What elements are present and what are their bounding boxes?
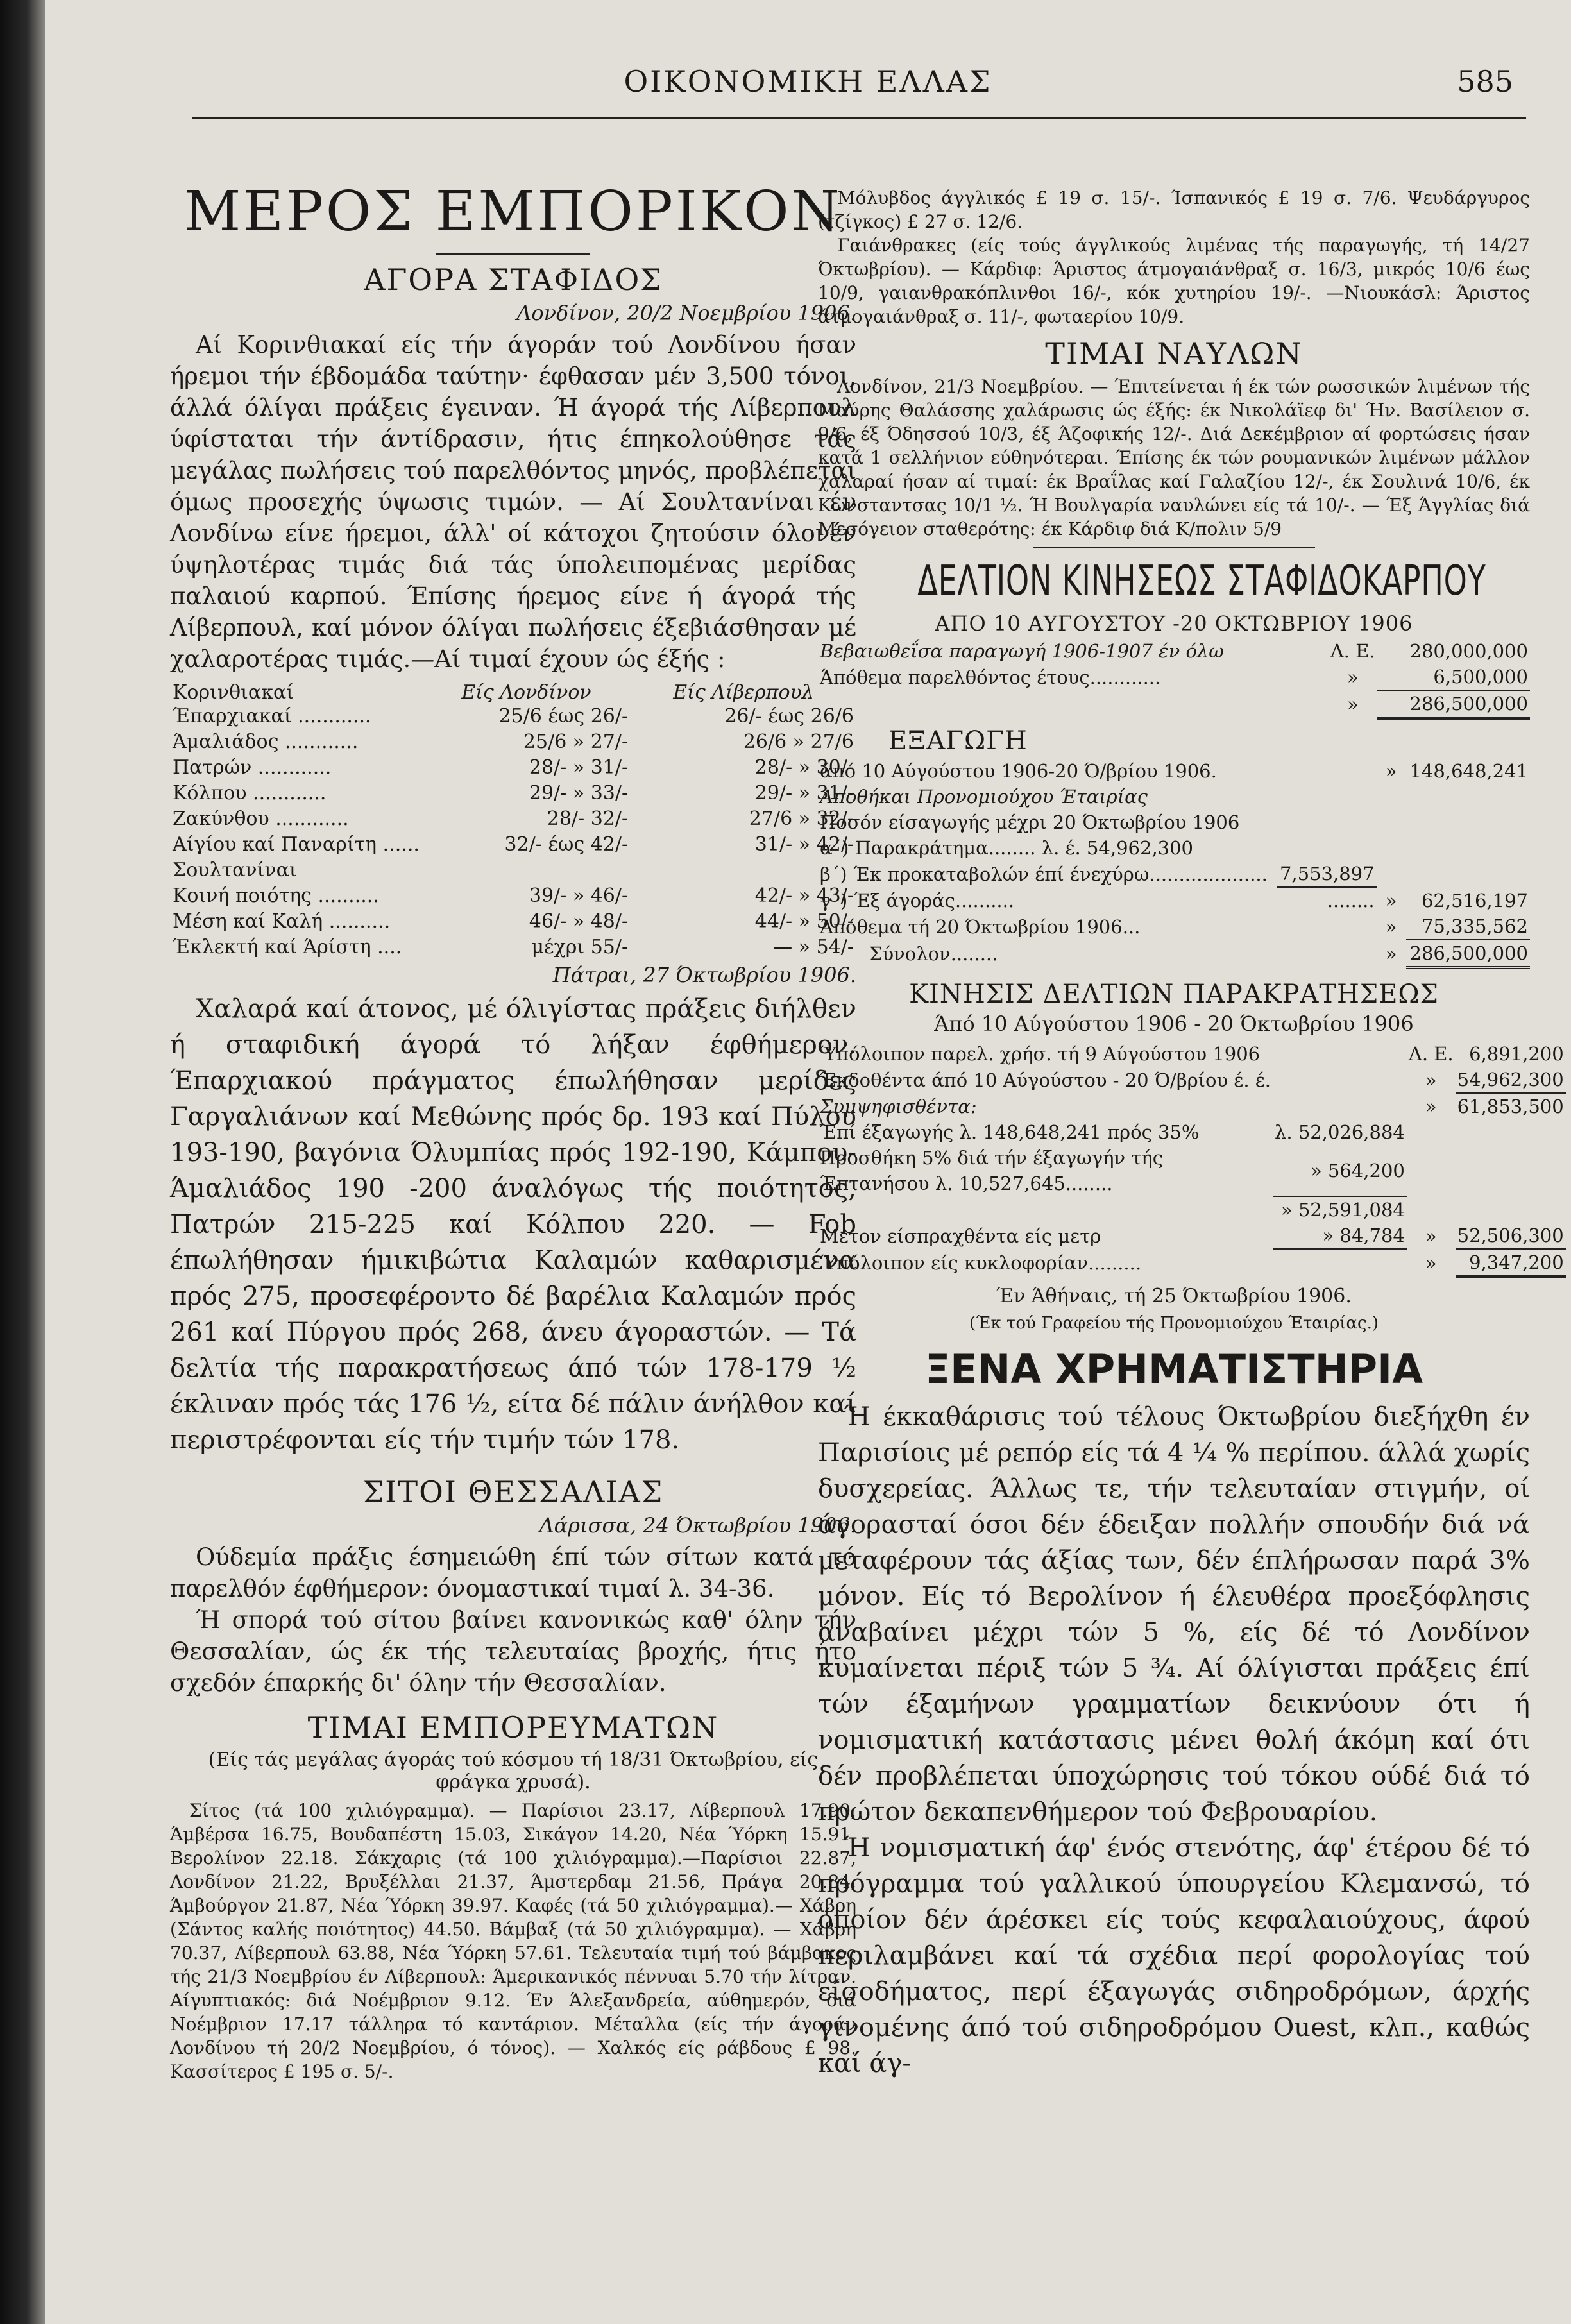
table-row bbox=[818, 1196, 1566, 1223]
table-row bbox=[818, 913, 1530, 940]
table-row bbox=[818, 940, 1530, 968]
bulletin-title: ΔΕΛΤΙΟΝ ΚΙΝΗΣΕΩΣ ΣΤΑΦΙΔΟΚΑΡΠΟΥ bbox=[917, 557, 1486, 605]
table-cell: Έπί έξαγωγής λ. 148,648,241 πρός 35% bbox=[820, 1121, 1200, 1143]
table-cell: α΄) Παρακράτημα........ λ. έ. 54,962,300 bbox=[820, 837, 1194, 859]
table-row bbox=[170, 755, 856, 781]
table-cell bbox=[422, 858, 631, 883]
table-row bbox=[818, 690, 1530, 718]
table-cell: 280,000,000 bbox=[1409, 640, 1528, 662]
goods-subtitle: (Είς τάς μεγάλας άγοράς τού κόσμου τή 18/31 Όκτωβρίου, είς φράγκα χρυσά). bbox=[208, 1749, 819, 1794]
table-cell: » 564,200 bbox=[1273, 1145, 1407, 1196]
table-cell bbox=[1407, 1196, 1456, 1223]
grain-report-1: Ούδεμία πράξις έσημειώθη έπί τών σίτων κατά τό παρελθόν έφθήμερον: όνομαστικαί τιμαί λ. 34-36. bbox=[170, 1543, 856, 1602]
page bbox=[45, 0, 1571, 2324]
price-header-london: Είς Λονδίνον bbox=[461, 681, 591, 704]
freight-report: Λονδίνον, 21/3 Νοεμβρίου. — Έπιτείνεται ή έκ τών ρωσσικών λιμένων τής Μαύρης Θαλάσσης χαλάρωσις ώς έξής: έκ Νικολάϊεφ δι' Ήν. Βασίλειον σ. 9/6, έξ Όδησσού 10/3, έξ Άζοφικής 12/-. Διά Δεκέμβριον αί φορτώσεις ήσαν κατά 1 σελλήνιον εύθηνότεραι. Έπίσης έκ τών ρουμανικών λιμένων μάλλον χαλαραί ήσαν αί τιμαί: έκ Βραΐλας καί Γαλαζίου 12/-, έκ Σουλινά 10/6, έκ Κωνσταντσας 10/1 ½. Ή Βουλγαρία ναυλώνει είς τά 10/-. — Έξ Άγγλίας διά Μεσόγειον σταθερότης: έκ Κάρδιφ διά Κ/πολιν 5/9 bbox=[818, 376, 1530, 539]
table-cell: 44/- » 50/- bbox=[754, 910, 854, 933]
table-row bbox=[818, 784, 1530, 810]
ornament-rule bbox=[1033, 547, 1315, 548]
table-cell: 148,648,241 bbox=[1409, 760, 1528, 782]
table-cell: λ. 52,026,884 bbox=[1275, 1121, 1405, 1143]
table-cell: 39/- » 46/- bbox=[529, 885, 629, 907]
london-dateline: Λονδίνον, 20/2 Νοεμβρίου 1906. bbox=[516, 301, 856, 325]
export-title: ΕΞΑΓΩΓΗ bbox=[888, 726, 1028, 756]
table-row bbox=[170, 781, 856, 806]
table-cell bbox=[1377, 784, 1406, 810]
table-cell bbox=[1273, 1041, 1407, 1067]
table-cell bbox=[1277, 758, 1377, 784]
table-cell bbox=[1277, 784, 1377, 810]
table-row bbox=[170, 935, 856, 960]
table-row bbox=[818, 1119, 1566, 1145]
table-cell: » bbox=[1385, 915, 1397, 938]
table-cell: Ύπόλοιπον παρελ. χρήσ. τή 9 Αύγούστου 1906 bbox=[820, 1043, 1261, 1065]
table-cell: » 52,591,084 bbox=[1280, 1199, 1405, 1221]
table-cell bbox=[1406, 810, 1530, 835]
table-cell: 6,891,200 bbox=[1469, 1043, 1564, 1065]
table-row bbox=[170, 883, 856, 909]
table-cell: 286,500,000 bbox=[1406, 940, 1530, 968]
left-column bbox=[170, 173, 856, 2083]
retention-title: ΚΙΝΗΣΙΣ ΔΕΛΤΙΩΝ ΠΑΡΑΚΡΑΤΗΣΕΩΣ bbox=[909, 980, 1439, 1009]
table-cell bbox=[1277, 835, 1377, 861]
freight-title: ΤΙΜΑΙ ΝΑΥΛΩΝ bbox=[1045, 336, 1303, 371]
table-cell: » bbox=[1346, 693, 1359, 715]
table-cell: 46/- » 48/- bbox=[529, 910, 629, 933]
table-cell: » bbox=[1385, 942, 1397, 965]
right-column bbox=[818, 186, 1564, 2082]
table-cell: Προσθήκη 5% διά τήν έξαγωγήν τής Έπτανήσου λ. 10,527,645........ bbox=[820, 1147, 1164, 1194]
grain-title: ΣΙΤΟΙ ΘΕΣΣΑΛΙΑΣ bbox=[362, 1475, 664, 1509]
table-row bbox=[170, 704, 856, 729]
coal-prices: Γαιάνθρακες (είς τούς άγγλικούς λιμένας τής παραγωγής, τή 14/27 Όκτωβρίου). — Κάρδιφ: Άριστος άτμογαιάνθραξ σ. 16/3, μικρός 10/6 έως 10/9, γαιανθρακόπλινθοι 16/-, κόκ χυτηρίου 19/-. —Νιουκάσλ: Άριστος άτμογαιάνθραξ σ. 11/-, φωταερίου 10/9. bbox=[818, 235, 1530, 327]
retention-table bbox=[818, 1041, 1566, 1278]
patras-report: Χαλαρά καί άτονος, μέ όλιγίστας πράξεις διήλθεν ή σταφιδική άγορά τό λήξαν έφθήμερον. Έπαρχιακού πράγματος έπωλήθησαν μερίδες Γαργαλιάνων καί Μεθώνης πρός δρ. 193 καί Πύλου 193-190, βαγόνια Όλυμπίας πρός 192-190, Κάμπου-Άμαλιάδος 190 -200 άναλόγως τής ποιότητος, Πατρών 215-225 καί Κόλπου 220. — Fob έπωλήθησαν ήμικιβώτια Καλαμών καθαρισμένα πρός 275, προσεφέροντο δέ βαρέλια Καλαμών πρός 261 καί Πύργου πρός 268, άνευ άγοραστών. — Τά δελτία τής παρακρατήσεως άπό τών 178-179 ½ έκλιναν πρός τάς 176 ½, είτα δέ πάλιν άνήλθον καί περιστρέφονται είς τήν τιμήν τών 178. bbox=[170, 994, 856, 1455]
table-cell: Λ. Ε. bbox=[1330, 640, 1375, 662]
table-cell bbox=[1273, 1067, 1407, 1093]
table-cell bbox=[1406, 835, 1530, 861]
raisin-price-table bbox=[170, 681, 856, 960]
price-header-variety: Κορινθιακαί bbox=[173, 681, 294, 704]
table-cell: 52,506,300 bbox=[1456, 1223, 1566, 1249]
bulletin-period: ΑΠΟ 10 ΑΥΓΟΥΣΤΟΥ -20 ΟΚΤΩΒΡΙΟΥ 1906 bbox=[935, 611, 1413, 636]
table-row bbox=[818, 810, 1530, 835]
table-cell: γ΄) Έξ άγοράς.......... bbox=[820, 889, 1015, 912]
table-cell: 42/- » 43/- bbox=[754, 885, 854, 907]
patras-dateline: Πάτραι, 27 Όκτωβρίου 1906. bbox=[552, 963, 856, 987]
export-table bbox=[818, 758, 1530, 969]
table-cell bbox=[1406, 784, 1530, 810]
section-title: ΜΕΡΟΣ ΕΜΠΟΡΙΚΟΝ bbox=[184, 180, 842, 244]
table-cell: 28/- » 30/- bbox=[754, 756, 854, 779]
table-cell: 61,853,500 bbox=[1457, 1096, 1564, 1117]
goods-title: ΤΙΜΑΙ ΕΜΠΟΡΕΥΜΑΤΩΝ bbox=[307, 1710, 719, 1745]
table-cell: Κόλπου ............ bbox=[173, 782, 327, 804]
goods-prices: Σίτος (τά 100 χιλιόγραμμα). — Παρίσιοι 23.17, Λίβερπουλ 17.90, Άμβέρσα 16.75, Βουδαπέστη 15.03, Σικάγον 14.20, Νέα Ύόρκη 15.91, Βερολίνον 22.18. Σάκχαρις (τά 100 χιλιόγραμμα).—Παρίσιοι 22.87, Λονδίνον 21.22, Βρυξέλλαι 21.37, Άμστερδαμ 21.56, Πράγα 20.84, Άμβούργον 21.87, Νέα Ύόρκη 39.97. Καφές (τά 50 χιλιόγραμμα).— Χάβρη (Σάντος καλής ποιότητος) 44.50. Βάμβαξ (τά 50 χιλιόγραμμα). — Χάβρη 70.37, Λίβερπουλ 63.88, Νέα Ύόρκη 57.61. Τελευταία τιμή τού βάμβακος τής 21/3 Νοεμβρίου έν Λίβερπουλ: Άμερικανικός πέννυαι 5.70 τήν λίτραν. Αίγυπτιακός: διά Νοέμβριον 9.12. Έν Άλεξανδρεία, αύθημερόν, διά Νοέμβριον 17.17 τάλληρα τό καντάριον. Μέταλλα (είς τήν άγοράν Λονδίνου τή 20/2 Νοεμβρίου, ό τόνος). — Χαλκός είς ράβδους £ 98. Κασσίτερος £ 195 σ. 5/-. bbox=[170, 1800, 856, 2082]
table-cell: 25/6 » 27/- bbox=[523, 731, 629, 753]
table-cell: 286,500,000 bbox=[1377, 690, 1530, 718]
metals-prices: Μόλυβδος άγγλικός £ 19 σ. 15/-. Ίσπανικός £ 19 σ. 7/6. Ψευδάργυρος (τζίγκος) £ 27 σ. 12/6. bbox=[818, 187, 1530, 232]
table-cell: 29/- » 31/- bbox=[754, 782, 854, 804]
grain-report-2: Ή σπορά τού σίτου βαίνει κανονικώς καθ' όλην τήν Θεσσαλίαν, ώς έκ τής τελευταίας βροχής, ήτις ήτο σχεδόν έπαρκής δι' όλην τήν Θεσσαλίαν. bbox=[170, 1606, 856, 1697]
production-table bbox=[818, 638, 1530, 720]
table-cell bbox=[818, 690, 1329, 718]
report-source: (Έκ τού Γραφείου τής Προνομιούχου Έταιρίας.) bbox=[969, 1314, 1379, 1333]
table-cell: Ποσόν είσαγωγής μέχρι 20 Όκτωβρίου 1906 bbox=[820, 811, 1240, 833]
exchange-report-2: Ή νομισματική άφ' ένός στενότης, άφ' έτέρου δέ τό πρόγραμμα τού γαλλικού ύπουργείου Κλεμανσώ, τό όποίον δέν άρέσκει είς τούς κεφαλαιούχους, άφού περιλαμβάνει καί τά σχέδια περί φορολογίας τού είσοδήματος, περί έξαγωγάς σιδηροδρόμων, άρχής γινομένης άπό τού σιδηροδρόμου Ouest, κλπ., καθώς καί άγ- bbox=[818, 1833, 1530, 2078]
table-cell: Ύπόλοιπον είς κυκλοφορίαν......... bbox=[820, 1251, 1142, 1274]
table-cell: Συμψηφισθέντα: bbox=[820, 1095, 977, 1117]
table-cell bbox=[1273, 1093, 1407, 1119]
table-row bbox=[170, 729, 856, 755]
table-cell: » bbox=[1346, 666, 1359, 688]
table-cell: Λ. Ε. bbox=[1408, 1043, 1454, 1065]
table-cell: » bbox=[1385, 760, 1397, 782]
table-cell: άπό 10 Αύγούστου 1906-20 Ό/βρίου 1906. bbox=[820, 760, 1217, 782]
table-cell: 26/6 » 27/6 bbox=[743, 731, 854, 753]
table-row bbox=[818, 1223, 1566, 1249]
table-cell: 75,335,562 bbox=[1406, 913, 1530, 940]
table-row bbox=[818, 1249, 1566, 1277]
table-cell: Άπόθεμα τή 20 Όκτωβρίου 1906... bbox=[820, 915, 1141, 938]
table-cell: Κοινή ποιότης .......... bbox=[173, 885, 379, 907]
price-header-liverpool: Είς Λίβερπουλ bbox=[673, 681, 814, 704]
table-cell: » bbox=[1425, 1225, 1437, 1247]
price-table-header bbox=[170, 681, 856, 704]
table-cell bbox=[1377, 810, 1406, 835]
table-cell: Μέση καί Καλή .......... bbox=[173, 910, 391, 933]
table-row bbox=[818, 835, 1530, 861]
title-rule bbox=[436, 253, 590, 255]
table-cell bbox=[1407, 1119, 1456, 1145]
exchange-report-1: Ή έκκαθάρισις τού τέλους Όκτωβρίου διεξήχθη έν Παρισίοις μέ ρεπόρ είς τά 4 ¼ % περίπου. άλλά χωρίς δυσχερείας. Άλλως τε, τήν τελευταίαν στιγμήν, οί άγορασταί όσοι δέν έδειξαν πολλήν σπουδήν διά νά μεταφέρουν τάς άξίας των, δέν έπλήρωσαν παρά 3% μόνον. Είς τό Βερολίνον ή έλευθέρα προεξόφλησις άναβαίνει μέχρι τών 5 %, είς δέ τό Λονδίνον κυμαίνεται πέριξ τών 5 ¾. Αί όλίγισται πράξεις έπί τών έξαμήνων γραμματίων δεικνύουν ότι ή νομισματική κατάστασις μένει θολή άκόμη καί ότι δέν προβλέπεται ύποχώρησις τού τόκου ούδέ διά τό πρώτον δεκαπενθήμερον τού Φεβρουαρίου. bbox=[818, 1402, 1530, 1827]
table-cell bbox=[1277, 940, 1377, 968]
table-cell: Άμαλιάδος ............ bbox=[173, 731, 359, 753]
table-cell: » bbox=[1385, 889, 1397, 912]
table-cell: μέχρι 55/- bbox=[531, 936, 629, 958]
table-cell: Μετον είσπραχθέντα είς μετρ bbox=[820, 1225, 1101, 1247]
retention-period: Άπό 10 Αύγούστου 1906 - 20 Όκτωβρίου 1906 bbox=[934, 1012, 1414, 1036]
table-cell: — » 54/- bbox=[773, 936, 854, 958]
table-cell: » 84,784 bbox=[1273, 1223, 1407, 1249]
table-cell: 32/- έως 42/- bbox=[504, 833, 629, 856]
table-cell: 28/- 32/- bbox=[547, 808, 629, 830]
running-header bbox=[45, 64, 1571, 122]
table-cell bbox=[1456, 1145, 1566, 1196]
table-cell: 9,347,200 bbox=[1456, 1249, 1566, 1277]
table-cell: Έπαρχιακαί ............ bbox=[173, 705, 371, 727]
table-cell bbox=[1456, 1119, 1566, 1145]
table-cell: Ζακύνθου ............ bbox=[173, 808, 349, 830]
table-cell: 29/- » 33/- bbox=[529, 782, 629, 804]
table-cell bbox=[1377, 835, 1406, 861]
table-cell: 7,553,897 bbox=[1277, 861, 1377, 887]
table-cell: 26/- έως 26/6 bbox=[724, 705, 854, 727]
table-row bbox=[170, 909, 856, 935]
table-cell: Έκδοθέντα άπό 10 Αύγούστου - 20 Ό/βρίου έ. έ. bbox=[820, 1069, 1271, 1091]
table-cell: 25/6 έως 26/- bbox=[498, 705, 629, 727]
table-row bbox=[818, 758, 1530, 784]
raisin-market-title: ΑΓΟΡΑ ΣΤΑΦΙΔΟΣ bbox=[364, 262, 663, 297]
table-cell: 54,962,300 bbox=[1456, 1067, 1566, 1093]
table-cell bbox=[818, 1196, 1273, 1223]
exchange-title: ΞΕΝΑ ΧΡΗΜΑΤΙΣΤΗΡΙΑ bbox=[924, 1346, 1423, 1393]
table-row bbox=[170, 858, 856, 883]
london-report: Αί Κορινθιακαί είς τήν άγοράν τού Λονδίνου ήσαν ήρεμοι τήν έβδομάδα ταύτην· έφθασαν μέν 3,500 τόνοι, άλλά όλίγαι πράξεις έγειναν. Ή άγορά τής Λίβερπουλ ύφίσταται τήν άντίδρασιν, ήτις έπηκολούθησε τάς μεγάλας πωλήσεις τού παρελθόντος μηνός, προβλέπεται όμως προσεχής ύψωσις τιμών. — Αί Σουλτανίναι έν Λονδίνω είνε ήρεμοι, άλλ' οί κάτοχοι ζητούσιν όλονέν ύψηλοτέρας τιμάς διά τάς ύπολειπομένας μερίδας παλαιού καρπού. Έπίσης ήρεμος είνε ή άγορά τής Λίβερπουλ, καί μόνον όλίγαι πωλήσεις έξεβιάσθησαν μέ χαλαροτέρας τιμάς.—Αί τιμαί έχουν ώς έξής : bbox=[170, 331, 856, 673]
table-cell bbox=[1407, 1145, 1456, 1196]
table-cell bbox=[1456, 1196, 1566, 1223]
table-row bbox=[170, 806, 856, 832]
table-cell: Έκλεκτή καί Άρίστη .... bbox=[173, 936, 402, 958]
table-row bbox=[818, 664, 1530, 690]
table-cell bbox=[1277, 913, 1377, 940]
table-cell: » bbox=[1425, 1069, 1437, 1091]
book-binding bbox=[0, 0, 45, 2324]
table-row bbox=[818, 887, 1530, 913]
table-row bbox=[170, 832, 856, 858]
table-row bbox=[818, 861, 1530, 887]
table-cell: Άποθήκαι Προνομιούχου Έταιρίας bbox=[820, 786, 1148, 808]
table-cell: 27/6 » 32/- bbox=[749, 808, 854, 830]
table-cell: Βεβαιωθεΐσα παραγωγή 1906-1907 έν όλω bbox=[820, 640, 1224, 662]
table-row bbox=[818, 1041, 1566, 1067]
table-cell: » bbox=[1425, 1095, 1437, 1117]
table-cell: 31/- » 42/- bbox=[754, 833, 854, 856]
table-cell bbox=[1277, 810, 1377, 835]
page-number: 585 bbox=[1457, 64, 1513, 99]
table-cell: 62,516,197 bbox=[1421, 889, 1528, 912]
table-cell bbox=[1377, 861, 1406, 887]
table-row bbox=[818, 1145, 1566, 1196]
table-cell: » bbox=[1425, 1251, 1437, 1274]
table-cell: Πατρών ............ bbox=[173, 756, 332, 779]
table-cell: β΄) Έκ προκαταβολών έπί ένεχύρω.................... bbox=[820, 863, 1268, 885]
journal-title: ΟΙΚΟΝΟΜΙΚΗ ΕΛΛΑΣ bbox=[624, 64, 992, 99]
table-cell bbox=[1406, 861, 1530, 887]
table-cell: Σύνολον........ bbox=[869, 942, 998, 965]
table-cell: 6,500,000 bbox=[1377, 664, 1530, 690]
table-cell: ........ bbox=[1327, 890, 1375, 912]
table-cell: 28/- » 31/- bbox=[529, 756, 629, 779]
report-place-date: Έν Άθήναις, τή 25 Όκτωβρίου 1906. bbox=[996, 1285, 1352, 1307]
table-cell: Αίγίου καί Παναρίτη ...... bbox=[173, 833, 420, 856]
header-rule bbox=[192, 117, 1526, 119]
table-cell: Άπόθεμα παρελθόντος έτους............ bbox=[820, 666, 1161, 688]
table-cell: Σουλτανίναι bbox=[173, 859, 297, 881]
table-row bbox=[818, 1067, 1566, 1093]
table-cell bbox=[1273, 1249, 1407, 1277]
grain-dateline: Λάρισσα, 24 Όκτωβρίου 1906. bbox=[539, 1513, 856, 1538]
table-row bbox=[818, 638, 1530, 664]
table-row bbox=[818, 1093, 1566, 1119]
